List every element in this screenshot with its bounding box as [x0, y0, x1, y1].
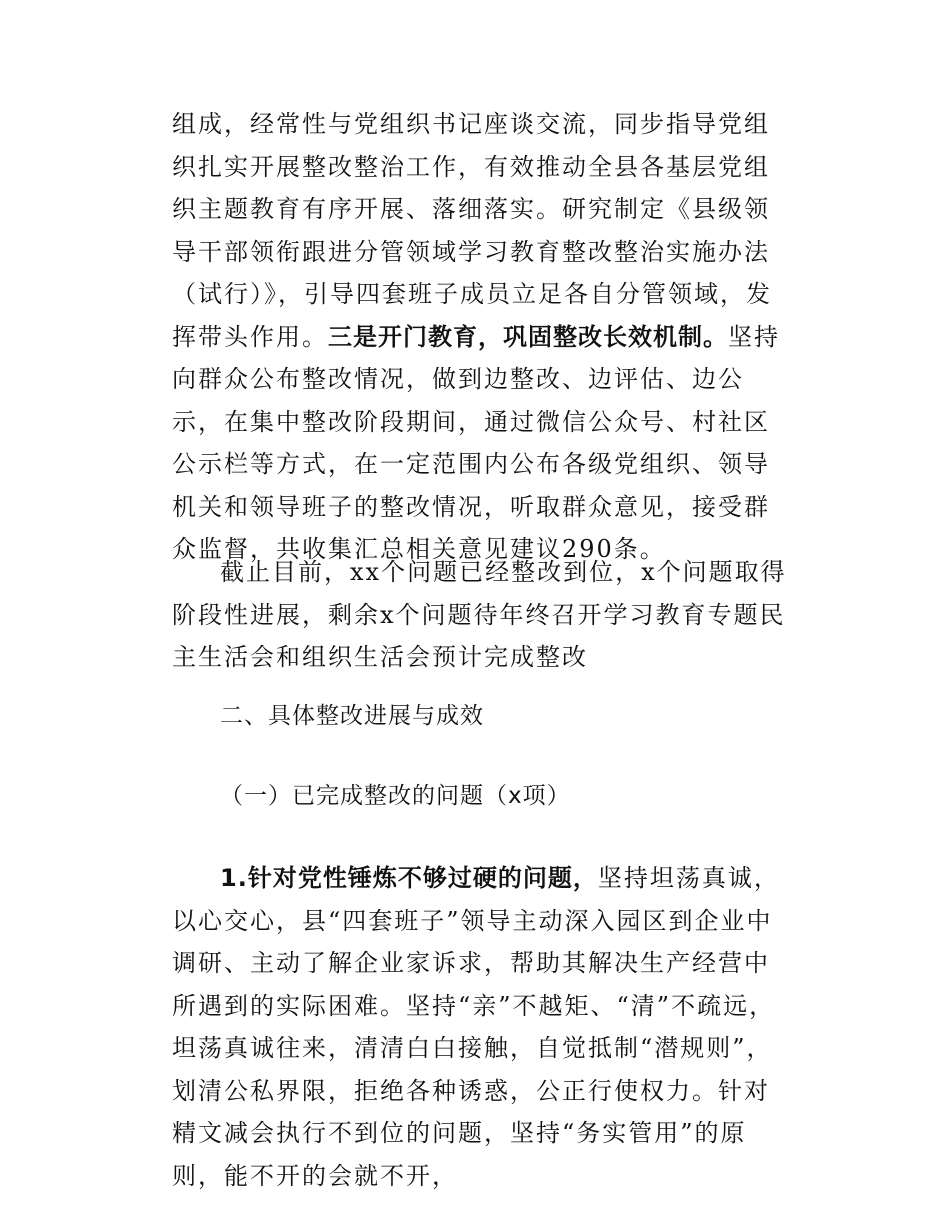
paragraph-text: 组成，经常性与党组织书记座谈交流，同步指导党组织扎实开展整改整治工作，有效推动全县各基层党组织主题教育有序开展、落细落实。研究制定《县级领导干部领衔跟进分管领域学习教育整改整治实施办法（试行）》，引导四套班子成员立足各自分管领域，发挥带头作用。: [172, 110, 772, 351]
paragraph-bold-lead: 三是开门教育，巩固整改长效机制。: [328, 322, 728, 351]
paragraph-text: 坚持坦荡真诚，以心交心，县“四套班子”领导主动深入园区到企业中调研、主动了解企业家诉求，帮助其解决生产经营中所遇到的实际困难。坚持“亲”不越矩、“清”不疏远，坦荡真诚往来，清清白白接触，自觉抵制“潜规则”，划清公私界限，拒绝各种诱惑，公正行使权力。针对精文减会执行不到位的问题，坚持“务实管用”的原则，能不开的会就不开，: [172, 864, 780, 1190]
paragraph-text: 截止目前，xx个问题已经整改到位，x个问题取得阶段性进展，剩余x个问题待年终召开学习教育专题民主生活会和组织生活会预计完成整改: [172, 558, 787, 671]
paragraph-progress-summary: [172, 551, 792, 679]
subsection-heading: （一）已完成整改的问题（x项）: [220, 783, 571, 809]
paragraph-bold-lead: 1.针对党性锤炼不够过硬的问题，: [220, 864, 598, 892]
section-heading: 二、具体整改进展与成效: [220, 703, 484, 729]
paragraph-text: 坚持向群众公布整改情况，做到边整改、边评估、边公示，在集中整改阶段期间，通过微信公众号、村社区公示栏等方式，在一定范围内公布各级党组织、领导机关和领导班子的整改情况，听取群众意见，接受群众监督，共收集汇总相关意见建议290条。: [172, 322, 780, 563]
paragraph-rectification-work: [172, 103, 792, 571]
paragraph-item-1: [172, 857, 792, 1197]
